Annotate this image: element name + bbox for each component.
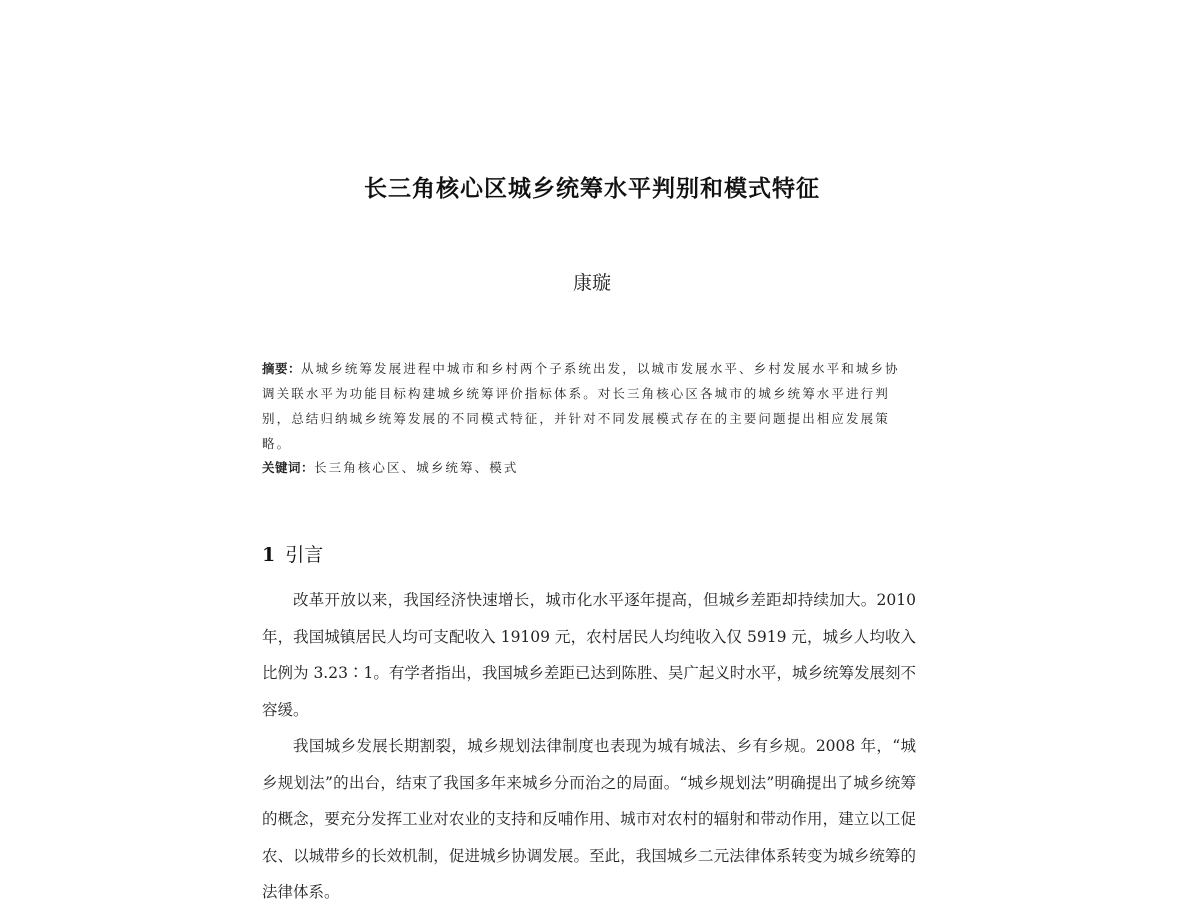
keywords-label: 关键词： bbox=[262, 460, 315, 475]
section-heading bbox=[262, 540, 323, 567]
keywords-text: 长三角核心区、城乡统筹、模式 bbox=[314, 460, 519, 475]
author-name: 康璇 bbox=[572, 272, 611, 294]
abstract-text: 从城乡统筹发展进程中城市和乡村两个子系统出发，以城市发展水平、乡村发展水平和城乡协调关联水平为功能目标构建城乡统筹评价指标体系。对长三角核心区各城市的城乡统筹水平进行判别，总结归纳城乡统筹发展的不同模式特征，并针对不同发展模式存在的主要问题提出相应发展策略。 bbox=[262, 361, 900, 451]
section-body bbox=[262, 582, 916, 911]
section-title: 引言 bbox=[285, 544, 324, 566]
paper-title: 长三角核心区城乡统筹水平判别和模式特征 bbox=[364, 176, 820, 202]
paragraph: 改革开放以来，我国经济快速增长，城市化水平逐年提高，但城乡差距却持续加大。2010年，我国城镇居民人均可支配收入 19109 元，农村居民人均纯收入仅 5919 元，城乡人均收入比例为 3.23∶1。有学者指出，我国城乡差距已达到陈胜、吴广起义时水平，城乡统筹发展刻不容缓。 bbox=[262, 591, 916, 719]
keywords bbox=[262, 455, 914, 480]
section-number: 1 bbox=[262, 544, 276, 566]
paragraph: 我国城乡发展长期割裂，城乡规划法律制度也表现为城有城法、乡有乡规。2008 年，“城乡规划法”的出台，结束了我国多年来城乡分而治之的局面。“城乡规划法”明确提出了城乡统筹的概念，要充分发挥工业对农业的支持和反哺作用、城市对农村的辐射和带动作用，建立以工促农、以城带乡的长效机制，促进城乡协调发展。至此，我国城乡二元法律体系转变为城乡统筹的法律体系。 bbox=[262, 737, 916, 901]
abstract-label: 摘要： bbox=[262, 361, 302, 376]
document-page bbox=[240, 112, 944, 901]
abstract bbox=[262, 356, 914, 456]
